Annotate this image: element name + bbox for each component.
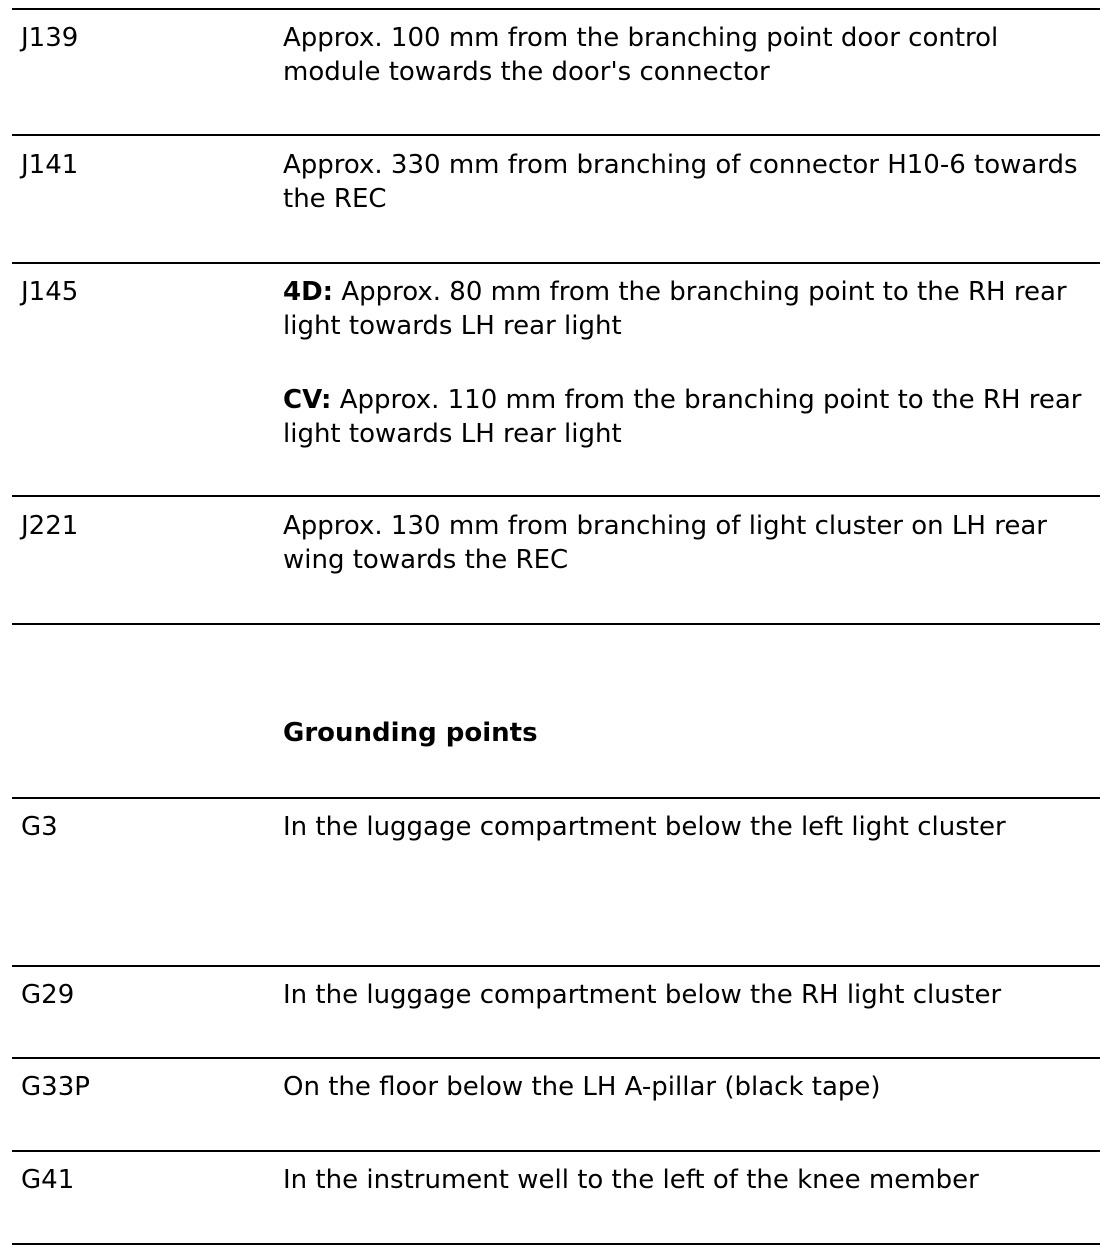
- table-rule: [12, 134, 1100, 136]
- row-code-g33p: G33P: [21, 1072, 90, 1102]
- variant-label: 4D:: [283, 277, 334, 307]
- row-description-g29: In the luggage compartment below the RH light cluster: [283, 980, 1002, 1010]
- table-rule: [12, 965, 1100, 967]
- table-rule: [12, 623, 1100, 625]
- variant-text: Approx. 80 mm from the branching point to the RH rear light towards LH rear light: [283, 277, 1067, 341]
- row-code-j221: J221: [21, 511, 79, 541]
- section-heading-grounding-points: Grounding points: [283, 718, 538, 748]
- table-rule: [12, 797, 1100, 799]
- row-code-j141: J141: [21, 150, 79, 180]
- row-description-j145: [283, 275, 1098, 451]
- table-rule: [12, 1057, 1100, 1059]
- table-rule: [12, 1243, 1100, 1245]
- variant-4d: [283, 275, 1098, 343]
- variant-label: CV:: [283, 385, 332, 415]
- row-code-g3: G3: [21, 812, 58, 842]
- table-rule: [12, 1150, 1100, 1152]
- table-rule: [12, 8, 1100, 10]
- variant-cv: [283, 383, 1098, 451]
- row-description-j141: Approx. 330 mm from branching of connector H10-6 towards the REC: [283, 150, 1078, 214]
- row-description-j139: Approx. 100 mm from the branching point door control module towards the door's connector: [283, 23, 999, 87]
- row-description-g41: In the instrument well to the left of the knee member: [283, 1165, 979, 1195]
- row-code-j139: J139: [21, 23, 79, 53]
- row-code-g29: G29: [21, 980, 75, 1010]
- table-rule: [12, 262, 1100, 264]
- row-description-g3: In the luggage compartment below the left light cluster: [283, 812, 1006, 842]
- table-rule: [12, 495, 1100, 497]
- row-code-g41: G41: [21, 1165, 75, 1195]
- variant-text: Approx. 110 mm from the branching point to the RH rear light towards LH rear light: [283, 385, 1082, 449]
- row-code-j145: J145: [21, 277, 79, 307]
- row-description-j221: Approx. 130 mm from branching of light cluster on LH rear wing towards the REC: [283, 511, 1047, 575]
- row-description-g33p: On the floor below the LH A-pillar (black tape): [283, 1072, 881, 1102]
